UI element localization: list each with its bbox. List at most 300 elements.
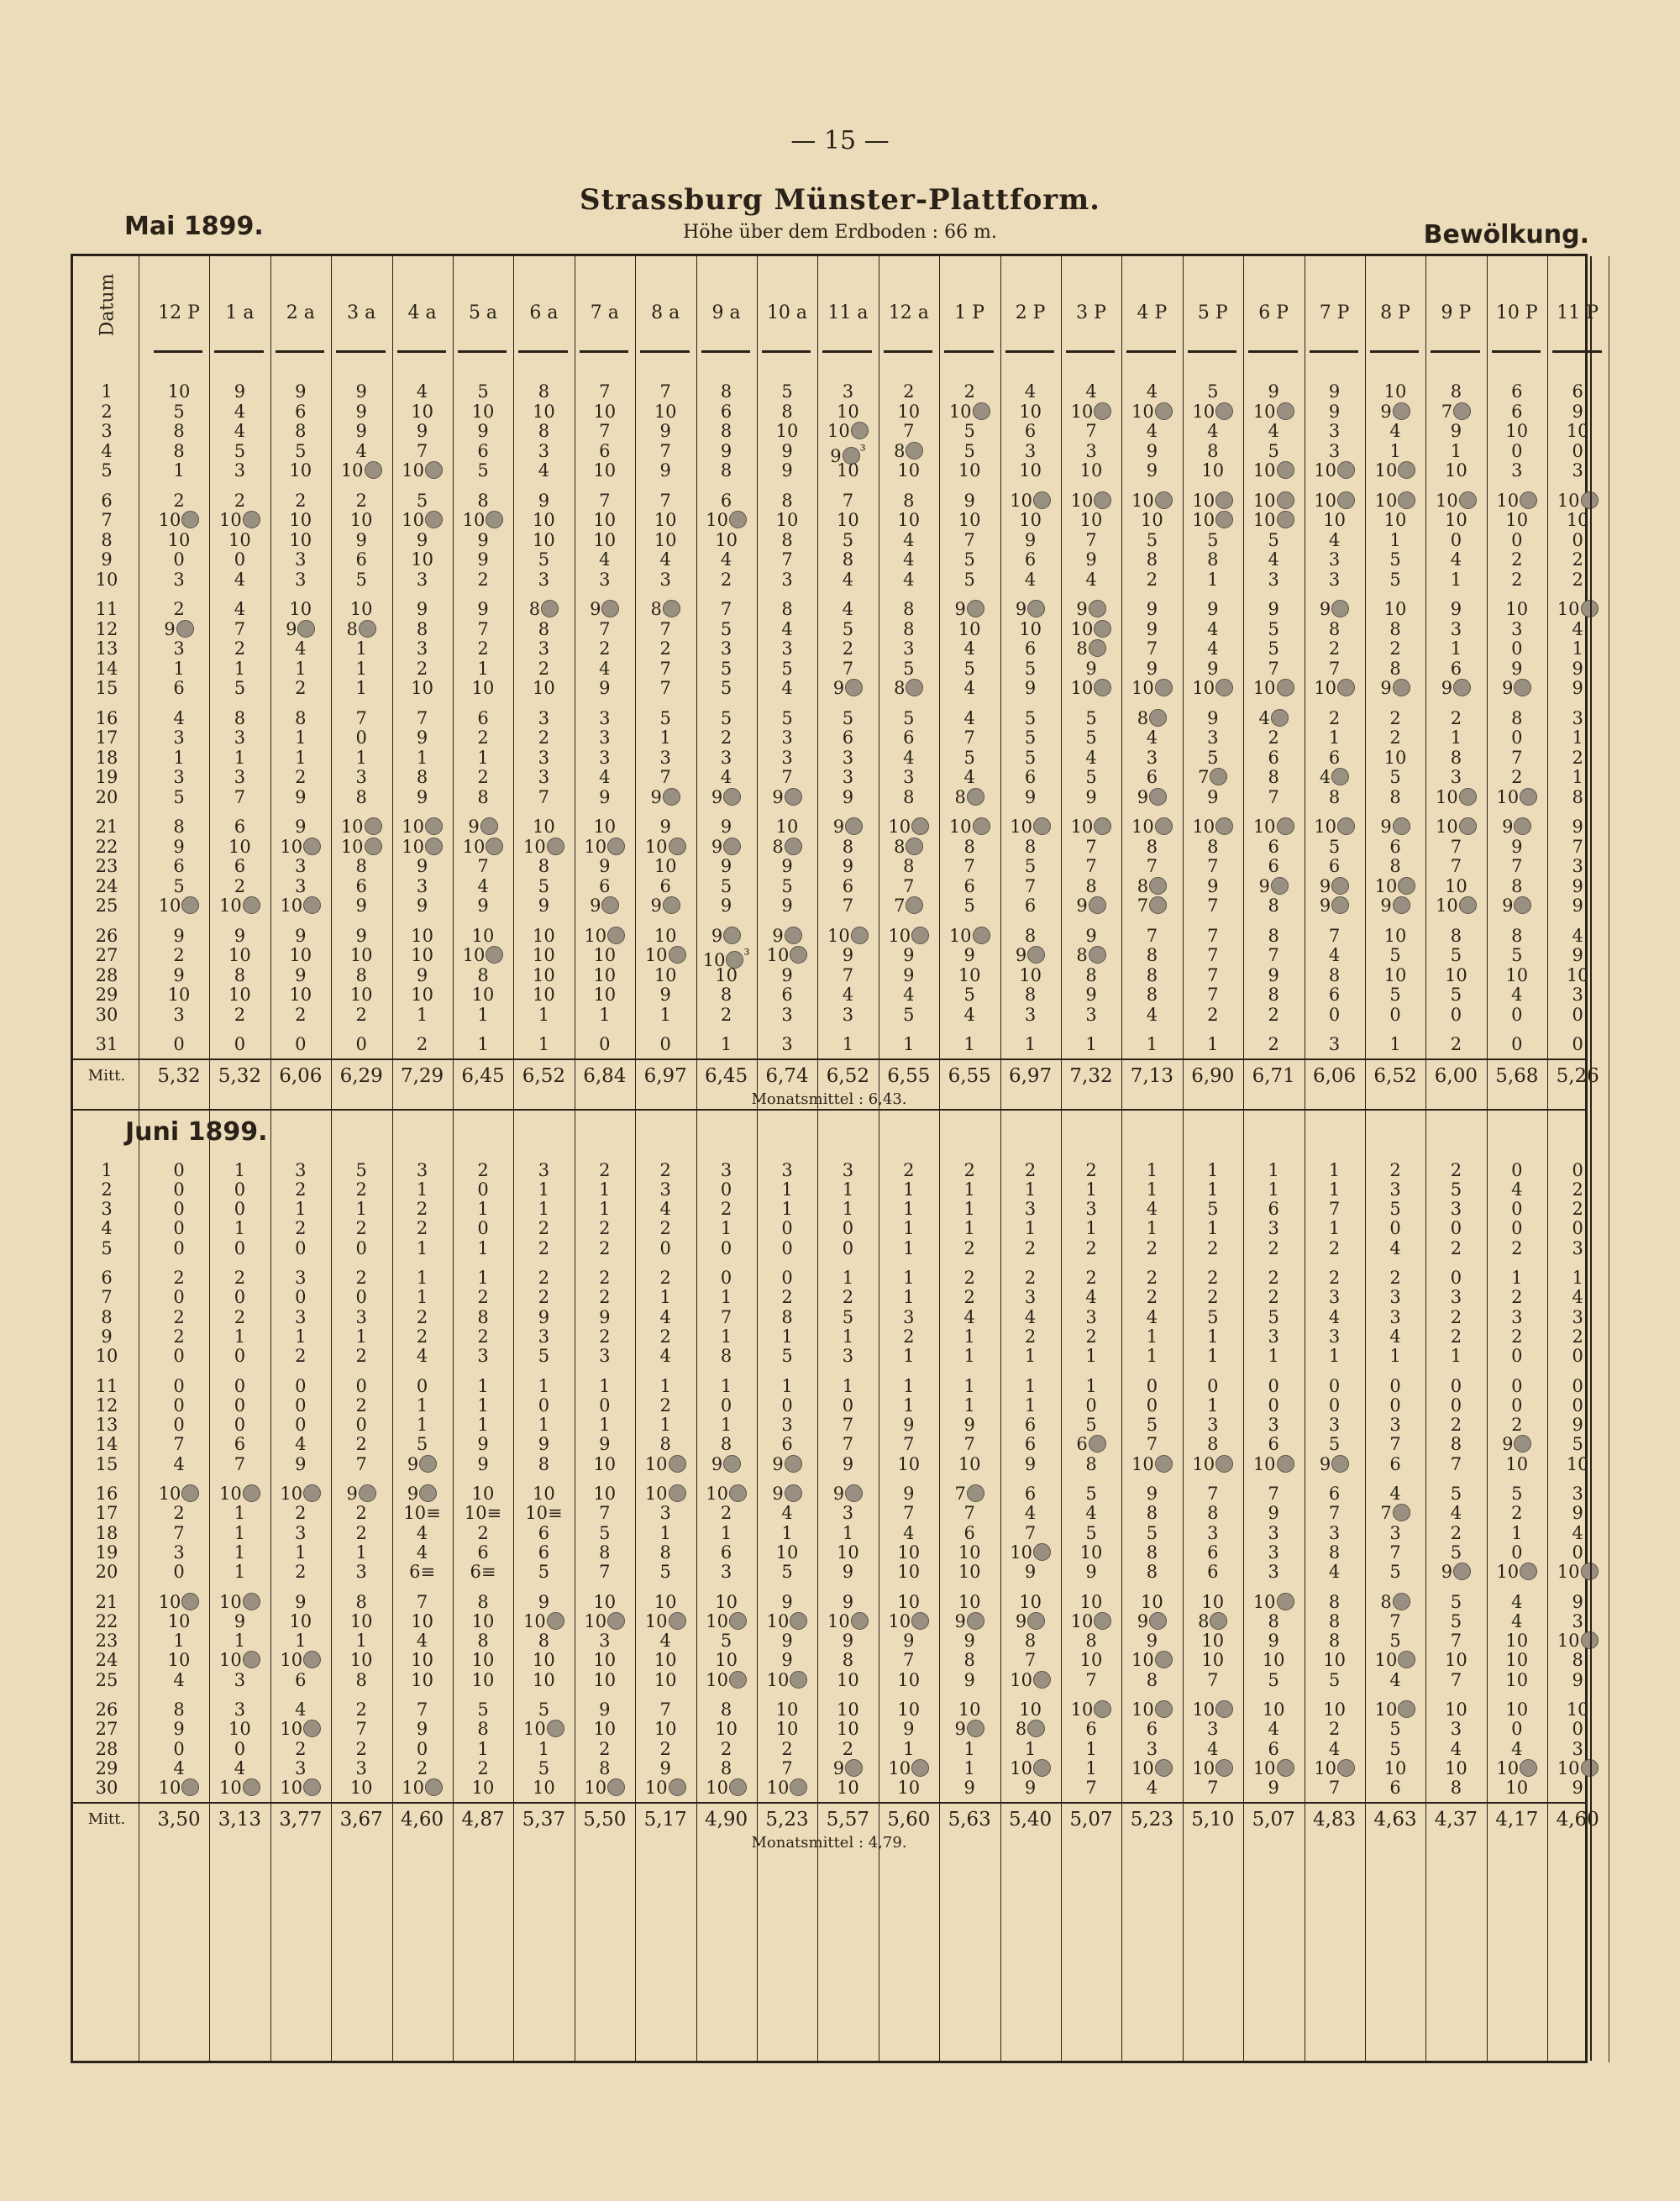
table-cell <box>1365 817 1425 837</box>
datum-header: Datum <box>97 273 118 337</box>
table-cell: 8 <box>1389 856 1401 876</box>
rain-dot-icon <box>1277 1455 1294 1473</box>
table-cell <box>1305 1455 1365 1474</box>
rain-dot-icon <box>243 511 260 528</box>
mittel-value: 4,37 <box>1434 1808 1478 1831</box>
table-cell: 2 <box>173 1306 185 1327</box>
table-cell: 8 <box>720 1346 732 1367</box>
table-cell: 9 <box>355 421 367 441</box>
table-cell: 1 <box>355 1631 367 1652</box>
table-cell: 8 <box>355 786 367 807</box>
hour-header: 6 a <box>529 302 559 323</box>
table-cell: 4 <box>234 421 246 441</box>
table-cell: 8 <box>477 1591 489 1612</box>
table-cell: 10 <box>715 964 738 985</box>
table-cell <box>1183 817 1243 837</box>
table-cell: 6 <box>1328 747 1341 768</box>
table-cell: 7 <box>599 381 611 402</box>
cell-value: 9 <box>1380 896 1392 916</box>
table-cell: 10≡ <box>464 1503 502 1524</box>
table-cell: 0 <box>1511 1004 1523 1025</box>
table-cell: 1 <box>173 460 185 481</box>
table-cell: 10 <box>1201 460 1225 481</box>
table-cell: 5 <box>720 678 732 698</box>
table-cell: 9 <box>903 964 915 985</box>
table-cell <box>817 817 878 837</box>
table-cell: 2 <box>234 1004 246 1025</box>
table-cell <box>1061 1612 1121 1631</box>
table-cell: 6 <box>1207 1562 1219 1583</box>
table-cell <box>1121 679 1182 698</box>
table-cell: 4 <box>416 1346 428 1367</box>
table-cell <box>1243 1455 1304 1474</box>
table-cell: 9 <box>781 460 793 481</box>
table-cell: 1 <box>1511 1522 1523 1543</box>
mittel-value: 7,32 <box>1069 1064 1113 1087</box>
table-cell <box>939 1484 1000 1504</box>
table-cell: 7 <box>963 728 975 748</box>
rain-dot-icon <box>967 788 984 806</box>
hour-header: 4 a <box>407 302 437 323</box>
table-cell: 1 <box>1024 1738 1037 1759</box>
table-cell: 5 <box>842 529 854 550</box>
rain-dot-icon <box>607 1612 625 1630</box>
rain-dot-icon <box>1155 1455 1173 1473</box>
table-cell: 0 <box>234 1287 246 1308</box>
table-cell <box>1487 491 1547 511</box>
table-cell: 1 <box>1328 1218 1341 1239</box>
cell-value: 9 <box>590 599 601 619</box>
table-cell: 7 <box>477 618 489 639</box>
table-cell <box>1000 491 1061 511</box>
table-cell: 7 <box>659 381 671 402</box>
table-cell: 3 <box>477 1346 489 1367</box>
table-cell: 10 <box>1566 510 1589 530</box>
table-cell <box>1121 817 1182 837</box>
cell-value: 10 <box>219 510 242 530</box>
table-cell: 1 <box>1572 1268 1583 1288</box>
day-number: 24 <box>95 1650 118 1671</box>
table-cell: 8 <box>355 964 367 985</box>
table-cell: 9 <box>538 1306 550 1327</box>
rain-dot-icon <box>547 1612 564 1630</box>
table-cell <box>817 679 878 698</box>
table-cell: 3 <box>1328 1326 1341 1347</box>
table-cell: 5 <box>1572 1434 1583 1455</box>
table-cell: 3 <box>1572 460 1583 481</box>
cell-value: 8 <box>528 599 541 619</box>
table-cell: 9 <box>234 925 246 946</box>
table-cell: 4 <box>234 401 246 422</box>
table-cell: 0 <box>416 1375 428 1396</box>
cell-value: 10 <box>948 401 972 422</box>
rain-dot-icon <box>1398 1700 1415 1718</box>
table-cell <box>696 1778 757 1798</box>
table-cell: 6 <box>720 401 732 422</box>
table-cell: 10 <box>1383 599 1407 619</box>
cell-value: 10 <box>462 510 486 530</box>
table-cell: 6 <box>599 875 611 896</box>
day-number: 14 <box>95 1434 118 1455</box>
table-cell: 9 <box>234 381 246 402</box>
day-number: 18 <box>95 747 118 768</box>
table-cell: 2 <box>416 1199 428 1220</box>
cell-value: 10 <box>1252 490 1276 511</box>
table-cell <box>453 511 513 530</box>
day-number: 10 <box>95 1346 118 1367</box>
cell-value: 10 <box>1070 817 1094 837</box>
cell-value: 8 <box>894 440 906 461</box>
table-cell: 10 <box>1445 1757 1467 1778</box>
table-cell: 5 <box>416 1434 428 1455</box>
table-cell: 3 <box>295 875 307 896</box>
cell-value: 10 <box>1192 817 1215 837</box>
table-cell: 6 <box>963 875 975 896</box>
table-cell: 3 <box>599 569 611 590</box>
table-cell: 9 <box>1024 1778 1037 1799</box>
table-cell: 6 <box>234 1434 246 1455</box>
table-cell: 5 <box>234 678 246 698</box>
cell-value: 10 <box>158 1484 181 1504</box>
table-cell: 3 <box>842 767 854 787</box>
table-cell: 2 <box>1024 1237 1037 1258</box>
rain-dot-icon <box>1520 491 1537 509</box>
table-cell: 8 <box>173 1699 185 1720</box>
table-cell: 9 <box>295 786 307 807</box>
cell-value: 10 <box>1010 817 1032 837</box>
table-cell: 0 <box>173 1237 185 1258</box>
table-cell: 6 <box>720 490 732 511</box>
table-row <box>73 1006 1585 1025</box>
cell-value: 10 <box>1374 490 1398 511</box>
table-cell: 8 <box>1450 1778 1462 1799</box>
table-cell: 1 <box>659 1522 671 1543</box>
table-cell: 4 <box>173 707 185 728</box>
rain-dot-icon <box>243 1593 260 1610</box>
table-cell: 7 <box>720 1306 732 1327</box>
table-cell: 5 <box>538 1757 550 1778</box>
header-underline <box>944 350 993 353</box>
table-cell: 5 <box>173 875 185 896</box>
table-cell: 2 <box>599 1287 611 1308</box>
table-cell <box>513 838 574 857</box>
table-cell: 3 <box>1389 1415 1401 1436</box>
table-cell <box>1061 1435 1121 1454</box>
table-cell: 10 <box>1141 1591 1163 1612</box>
table-cell: 0 <box>173 1159 185 1180</box>
mittel-value: 4,83 <box>1312 1808 1357 1831</box>
table-cell: 2 <box>355 1004 367 1025</box>
rain-dot-icon <box>1453 679 1471 696</box>
table-cell: 9 <box>1268 381 1279 402</box>
table-cell: 4 <box>1511 1591 1523 1612</box>
table-cell <box>331 461 391 481</box>
table-cell: 2 <box>659 1268 671 1288</box>
table-cell: 1 <box>842 1199 854 1220</box>
table-cell <box>1305 679 1365 698</box>
table-cell: 7 <box>963 1503 975 1524</box>
table-cell: 10 <box>349 510 373 530</box>
table-cell: 4 <box>1207 1738 1219 1759</box>
table-cell: 9 <box>781 440 793 461</box>
cell-value: 8 <box>1076 638 1088 659</box>
table-cell <box>757 927 817 946</box>
table-cell: 4 <box>903 569 915 590</box>
table-cell: 3 <box>842 381 854 402</box>
rain-dot-icon <box>181 511 199 528</box>
table-cell: 1 <box>963 1375 975 1396</box>
table-cell: 3 <box>1024 1287 1037 1308</box>
table-cell: 2 <box>1450 1034 1462 1054</box>
cell-value: 9 <box>772 1484 784 1504</box>
table-cell: 3 <box>1146 747 1158 768</box>
table-cell: 1 <box>1085 1218 1097 1239</box>
table-cell: 6 <box>1024 1484 1037 1504</box>
table-cell <box>149 1484 209 1504</box>
table-cell: 9 <box>295 817 307 837</box>
table-row <box>73 728 1585 748</box>
table-cell: 1 <box>355 747 367 768</box>
table-cell: 1 <box>781 1326 793 1347</box>
table-cell: 4 <box>416 1542 428 1563</box>
table-cell: 7 <box>1268 1484 1279 1504</box>
table-cell: 10 <box>289 985 312 1005</box>
table-cell: 5 <box>963 985 975 1005</box>
table-cell: 10 <box>533 1778 555 1799</box>
rain-dot-icon <box>541 600 559 617</box>
rain-dot-icon <box>243 1651 260 1668</box>
table-cell: 7 <box>1085 1778 1097 1799</box>
table-cell: 5 <box>355 1159 367 1180</box>
table-cell <box>209 1651 270 1670</box>
table-cell: 3 <box>1207 728 1219 748</box>
table-cell: 9 <box>1146 618 1158 639</box>
table-cell: 7 <box>1268 658 1279 679</box>
table-cell: 0 <box>1511 1034 1523 1054</box>
table-cell: 1 <box>295 747 307 768</box>
rain-dot-icon <box>547 838 564 855</box>
table-cell: 1 <box>295 1199 307 1220</box>
table-cell: 5 <box>538 1346 550 1367</box>
table-cell: 10 <box>533 985 555 1005</box>
table-cell: 0 <box>234 1738 246 1759</box>
table-cell: 3 <box>355 1757 367 1778</box>
table-cell: 7 <box>477 856 489 876</box>
day-number: 25 <box>95 896 118 916</box>
table-cell <box>757 788 817 807</box>
table-cell: 4 <box>1146 728 1158 748</box>
table-cell: 9 <box>1085 549 1097 570</box>
table-cell: 3 <box>416 1159 428 1180</box>
table-cell <box>1121 709 1182 728</box>
day-number: 17 <box>95 728 118 748</box>
table-cell: 0 <box>1511 1346 1523 1367</box>
table-cell: 10 <box>471 1610 495 1631</box>
table-cell: 9 <box>1146 1631 1158 1652</box>
table-cell: 1 <box>1146 1034 1158 1054</box>
cell-value: 10 <box>888 817 911 837</box>
table-cell: 5 <box>1085 707 1097 728</box>
table-cell: 8 <box>477 786 489 807</box>
header-underline <box>1492 350 1541 353</box>
table-cell <box>757 1484 817 1504</box>
table-cell: 9 <box>173 836 185 857</box>
table-cell: 0 <box>1511 1199 1523 1220</box>
table-cell: 5 <box>781 1562 793 1583</box>
table-cell: 10 <box>411 549 433 570</box>
header-underline <box>214 350 263 353</box>
cell-value: 10 <box>280 1484 303 1504</box>
table-cell: 2 <box>1450 1522 1462 1543</box>
table-cell: 2 <box>538 1287 550 1308</box>
cell-value: 10 <box>1436 817 1458 837</box>
table-cell: 1 <box>416 1179 428 1200</box>
table-cell: 8 <box>599 1757 611 1778</box>
table-cell: 4 <box>1268 549 1279 570</box>
table-cell: 7 <box>1146 638 1158 659</box>
table-cell <box>392 817 453 837</box>
rain-dot-icon <box>1581 491 1599 509</box>
table-cell: 6 <box>355 549 367 570</box>
rain-dot-icon <box>1033 817 1051 835</box>
table-row <box>73 600 1585 619</box>
header-underline <box>884 350 932 353</box>
table-cell: 10 <box>1445 510 1467 530</box>
table-cell: 5 <box>1389 1738 1401 1759</box>
table-cell: 5 <box>720 618 732 639</box>
table-cell: 1 <box>1207 1034 1219 1054</box>
day-number: 15 <box>95 678 118 698</box>
rain-dot-icon <box>723 788 741 806</box>
table-cell: 10 <box>593 964 617 985</box>
table-cell: 0 <box>781 1268 793 1288</box>
table-cell: 7 <box>1207 1669 1219 1690</box>
table-cell: 9 <box>903 1484 915 1504</box>
table-cell: 4 <box>1572 925 1583 946</box>
table-cell <box>1365 1593 1425 1612</box>
table-cell: 8 <box>355 856 367 876</box>
table-cell: 2 <box>781 1738 793 1759</box>
table-cell: 2 <box>1450 1159 1462 1180</box>
table-cell: 1 <box>1146 1218 1158 1239</box>
table-cell: 3 <box>295 856 307 876</box>
table-cell: 9 <box>234 1610 246 1631</box>
table-cell: 3 <box>173 1004 185 1025</box>
cell-value: 10 <box>644 1778 668 1799</box>
table-cell: 10 <box>593 529 617 550</box>
table-cell: 6 <box>1024 549 1037 570</box>
table-cell: 2 <box>355 490 367 511</box>
rain-dot-icon <box>1155 1700 1173 1718</box>
rain-dot-icon <box>1331 877 1349 895</box>
table-cell <box>696 511 757 530</box>
table-cell: 2 <box>1328 1268 1341 1288</box>
table-cell <box>1121 491 1182 511</box>
table-cell: 5 <box>1328 1434 1341 1455</box>
table-cell <box>1183 402 1243 422</box>
table-cell: 0 <box>1450 1004 1462 1025</box>
table-cell: 2 <box>1328 707 1341 728</box>
table-row <box>73 1161 1585 1180</box>
table-cell: 4 <box>1146 1004 1158 1025</box>
day-number: 7 <box>101 510 113 530</box>
table-row <box>73 896 1585 916</box>
table-cell: 1 <box>234 1218 246 1239</box>
table-cell: 2 <box>1268 1268 1279 1288</box>
table-cell: 8 <box>659 1542 671 1563</box>
rain-dot-icon <box>973 817 990 835</box>
mittel-value: 5,32 <box>218 1064 261 1087</box>
table-row <box>73 788 1585 807</box>
day-number: 29 <box>95 985 118 1005</box>
table-cell: 9 <box>903 1415 915 1436</box>
table-cell: 10 <box>1079 1650 1103 1671</box>
table-cell: 0 <box>173 1346 185 1367</box>
table-cell: 10 <box>1201 1631 1225 1652</box>
table-cell: 8 <box>355 1669 367 1690</box>
table-cell: 3 <box>1450 1199 1462 1220</box>
table-cell: 2 <box>599 1268 611 1288</box>
table-cell: 3 <box>234 460 246 481</box>
day-number: 17 <box>95 1503 118 1524</box>
table-cell: 5 <box>781 707 793 728</box>
table-cell: 2 <box>477 767 489 787</box>
table-cell <box>635 838 696 857</box>
table-cell: 2 <box>720 1004 732 1025</box>
table-cell <box>453 946 513 965</box>
table-cell <box>879 442 939 461</box>
table-cell: 10 <box>1445 1699 1467 1720</box>
table-cell: 4 <box>1146 1778 1158 1799</box>
table-cell <box>575 927 635 946</box>
rain-dot-icon <box>967 1720 984 1737</box>
cell-value: 10 <box>523 836 546 857</box>
rain-dot-icon <box>1089 639 1106 657</box>
table-cell: 8 <box>1085 875 1097 896</box>
table-cell: 10 <box>593 1453 617 1474</box>
table-cell: 3 <box>234 1699 246 1720</box>
table-cell: 7 <box>173 1434 185 1455</box>
table-row <box>73 461 1585 481</box>
table-cell: 1 <box>416 747 428 768</box>
table-cell: 10≡ <box>403 1503 441 1524</box>
table-cell: 9 <box>1268 599 1279 619</box>
table-cell: 10 <box>1019 964 1042 985</box>
rain-dot-icon <box>845 817 863 835</box>
table-cell: 10 <box>1383 1757 1407 1778</box>
rain-dot-icon <box>297 620 315 638</box>
table-cell: 9 <box>416 599 428 619</box>
day-number: 23 <box>95 1631 118 1652</box>
hour-header: 11 a <box>827 302 869 323</box>
table-cell: 8 <box>1268 767 1279 787</box>
table-cell: 2 <box>477 1326 489 1347</box>
rain-dot-icon <box>547 1720 564 1737</box>
table-cell: 10 <box>593 985 617 1005</box>
table-row <box>73 1416 1585 1435</box>
table-cell: 1 <box>1085 1738 1097 1759</box>
table-cell: 10 <box>837 1542 859 1563</box>
header-underline <box>701 350 750 353</box>
table-cell: 3 <box>1328 1034 1341 1054</box>
table-cell: 2 <box>599 1237 611 1258</box>
mittel-value: 5,07 <box>1069 1808 1113 1831</box>
table-cell: 2 <box>477 1159 489 1180</box>
table-cell: 7 <box>1207 1778 1219 1799</box>
table-cell <box>1487 679 1547 698</box>
table-cell: 1 <box>781 1179 793 1200</box>
table-cell <box>757 1455 817 1474</box>
